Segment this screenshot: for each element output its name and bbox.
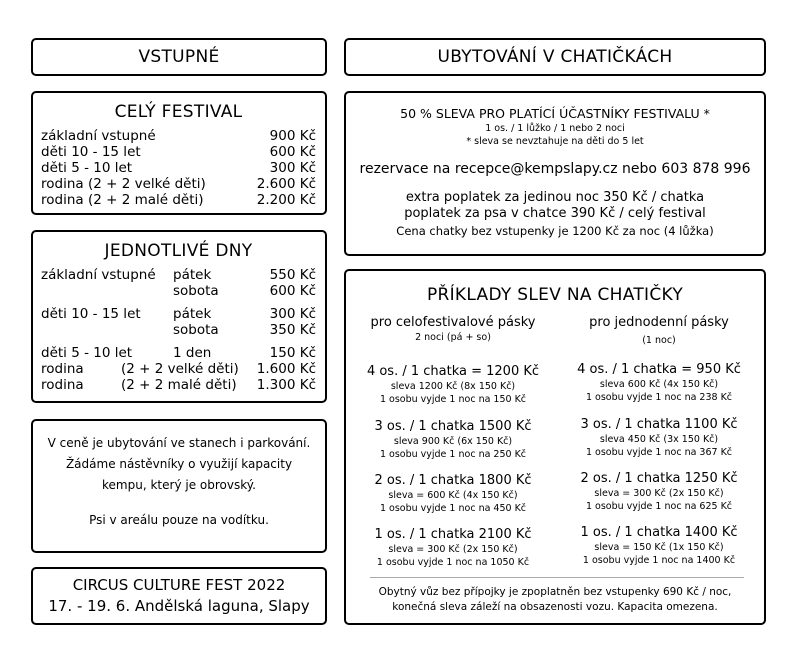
example-title: 2 os. / 1 chatka 1250 Kč	[580, 471, 738, 486]
price-label: rodina	[41, 361, 84, 377]
cabin-price-line: Cena chatky bez vstupenky je 1200 Kč za noc (4 lůžka)	[396, 224, 714, 238]
price-row	[41, 128, 316, 144]
left-column-subtitle: 2 noci (pá + so)	[415, 332, 491, 343]
price-label: děti 10 - 15 let	[41, 144, 141, 160]
price-row	[41, 361, 316, 377]
cely-festival-title: CELÝ FESTIVAL	[114, 102, 243, 122]
right-column-subtitle: (1 noc)	[642, 335, 676, 346]
example-discount: sleva = 600 Kč (4x 150 Kč)	[388, 490, 518, 501]
priklady-title: PŘÍKLADY SLEV NA CHATIČKY	[426, 285, 684, 305]
price-day: sobota	[173, 283, 219, 299]
left-column-title: pro celofestivalové pásky	[370, 315, 536, 330]
price-value: 550 Kč	[269, 267, 316, 283]
example-title: 1 os. / 1 chatka 2100 Kč	[374, 527, 532, 542]
price-day: sobota	[173, 322, 219, 338]
example-discount: sleva 900 Kč (6x 150 Kč)	[393, 436, 513, 447]
example-title: 2 os. / 1 chatka 1800 Kč	[374, 473, 532, 488]
sleva-detail: 1 os. / 1 lůžko / 1 nebo 2 noci	[485, 123, 625, 134]
example-item	[564, 471, 754, 513]
example-item	[564, 525, 754, 567]
example-title: 4 os. / 1 chatka = 1200 Kč	[366, 364, 540, 379]
example-discount: sleva 600 Kč (4x 150 Kč)	[599, 379, 719, 390]
example-per-person: 1 osobu vyjde 1 noc na 1400 Kč	[582, 555, 736, 566]
price-day: 1 den	[173, 345, 212, 361]
price-value: 300 Kč	[269, 306, 316, 322]
example-title: 4 os. / 1 chatka = 950 Kč	[577, 362, 741, 377]
dog-fee-line: poplatek za psa v chatce 390 Kč / celý festival	[404, 206, 706, 221]
info-line: V ceně je ubytování ve stanech i parkování.	[47, 436, 311, 450]
cely-festival-list	[41, 128, 316, 208]
price-row	[41, 267, 316, 283]
sleva-box	[344, 91, 766, 256]
price-row	[41, 176, 316, 192]
vstupne-title: VSTUPNÉ	[138, 47, 220, 67]
price-label: děti 5 - 10 let	[41, 345, 133, 361]
price-label: rodina (2 + 2 velké děti)	[41, 176, 206, 192]
price-row	[41, 160, 316, 176]
price-value: 1.300 Kč	[256, 377, 316, 393]
example-discount: sleva = 300 Kč (2x 150 Kč)	[388, 544, 518, 555]
info-line: Žádáme nástěvníky o využijí kapacity	[65, 457, 293, 471]
price-value: 350 Kč	[269, 322, 316, 338]
extra-fee-line: extra poplatek za jedinou noc 350 Kč / chatka	[405, 190, 705, 205]
example-item	[358, 419, 548, 461]
example-per-person: 1 osobu vyjde 1 noc na 450 Kč	[379, 503, 527, 514]
price-day: (2 + 2 malé děti)	[121, 377, 237, 393]
price-row	[41, 192, 316, 208]
price-row	[41, 283, 316, 299]
cely-festival-box	[31, 91, 327, 215]
jednotlive-dny-list	[41, 267, 316, 393]
price-value: 150 Kč	[269, 345, 316, 361]
caravan-note-line: konečná sleva záleží na obsazenosti vozu. Kapacita omezena.	[392, 601, 718, 613]
right-column-header	[564, 315, 754, 347]
price-value: 2.600 Kč	[256, 176, 316, 192]
ubytovani-header	[344, 38, 766, 76]
example-title: 3 os. / 1 chatka 1100 Kč	[580, 417, 738, 432]
price-day: pátek	[173, 306, 212, 322]
price-value: 600 Kč	[269, 283, 316, 299]
example-discount: sleva 450 Kč (3x 150 Kč)	[599, 434, 719, 445]
price-row	[41, 322, 316, 338]
price-label: základní vstupné	[41, 267, 156, 283]
right-column-title: pro jednodenní pásky	[589, 315, 729, 330]
example-per-person: 1 osobu vyjde 1 noc na 367 Kč	[585, 447, 733, 458]
price-value: 300 Kč	[269, 160, 316, 176]
caravan-note	[346, 585, 764, 615]
example-discount: sleva = 300 Kč (2x 150 Kč)	[594, 488, 724, 499]
price-row	[41, 144, 316, 160]
rezervace-line: rezervace na recepce@kempslapy.cz nebo 603 878 996	[359, 161, 751, 177]
price-row	[41, 377, 316, 393]
price-row	[41, 306, 316, 322]
section-divider	[370, 577, 744, 578]
price-row	[41, 345, 316, 361]
vstupne-header	[31, 38, 327, 76]
price-label: základní vstupné	[41, 128, 156, 144]
price-label: rodina (2 + 2 malé děti)	[41, 192, 204, 208]
example-discount: sleva = 150 Kč (1x 150 Kč)	[594, 542, 724, 553]
example-item	[564, 417, 754, 459]
jednotlive-dny-title: JEDNOTLIVÉ DNY	[104, 241, 253, 261]
price-value: 2.200 Kč	[256, 192, 316, 208]
example-per-person: 1 osobu vyjde 1 noc na 250 Kč	[379, 449, 527, 460]
example-item	[358, 364, 548, 406]
example-title: 1 os. / 1 chatka 1400 Kč	[580, 525, 738, 540]
example-title: 3 os. / 1 chatka 1500 Kč	[374, 419, 532, 434]
info-line: kempu, který je obrovský.	[102, 478, 256, 492]
example-per-person: 1 osobu vyjde 1 noc na 238 Kč	[585, 392, 733, 403]
example-per-person: 1 osobu vyjde 1 noc na 150 Kč	[379, 394, 527, 405]
example-item	[358, 527, 548, 569]
ubytovani-title: UBYTOVÁNÍ V CHATIČKÁCH	[437, 47, 673, 67]
example-item	[564, 362, 754, 404]
example-per-person: 1 osobu vyjde 1 noc na 1050 Kč	[376, 557, 530, 568]
price-label: rodina	[41, 377, 84, 393]
price-value: 600 Kč	[269, 144, 316, 160]
example-item	[358, 473, 548, 515]
info-line: Psi v areálu pouze na vodítku.	[89, 513, 269, 527]
price-day: pátek	[173, 267, 212, 283]
sleva-footnote: * sleva se nevztahuje na děti do 5 let	[466, 136, 644, 147]
example-discount: sleva 1200 Kč (8x 150 Kč)	[390, 381, 516, 392]
caravan-note-line: Obytný vůz bez přípojky je zpoplatněn bez vstupenky 690 Kč / noc,	[378, 586, 732, 598]
price-day: (2 + 2 velké děti)	[121, 361, 239, 377]
priklady-box	[344, 269, 766, 625]
sleva-headline: 50 % SLEVA PRO PLATÍCÍ ÚČASTNÍKY FESTIVALU *	[400, 106, 710, 121]
example-per-person: 1 osobu vyjde 1 noc na 625 Kč	[585, 501, 733, 512]
price-value: 1.600 Kč	[256, 361, 316, 377]
jednotlive-dny-box	[31, 230, 327, 403]
price-label: děti 10 - 15 let	[41, 306, 141, 322]
info-box	[31, 419, 327, 553]
price-label: děti 5 - 10 let	[41, 160, 133, 176]
left-column-header	[358, 315, 548, 344]
festival-name: CIRCUS CULTURE FEST 2022	[72, 576, 286, 594]
festival-box	[31, 567, 327, 625]
price-value: 900 Kč	[269, 128, 316, 144]
festival-date-place: 17. - 19. 6. Andělská laguna, Slapy	[48, 597, 310, 615]
